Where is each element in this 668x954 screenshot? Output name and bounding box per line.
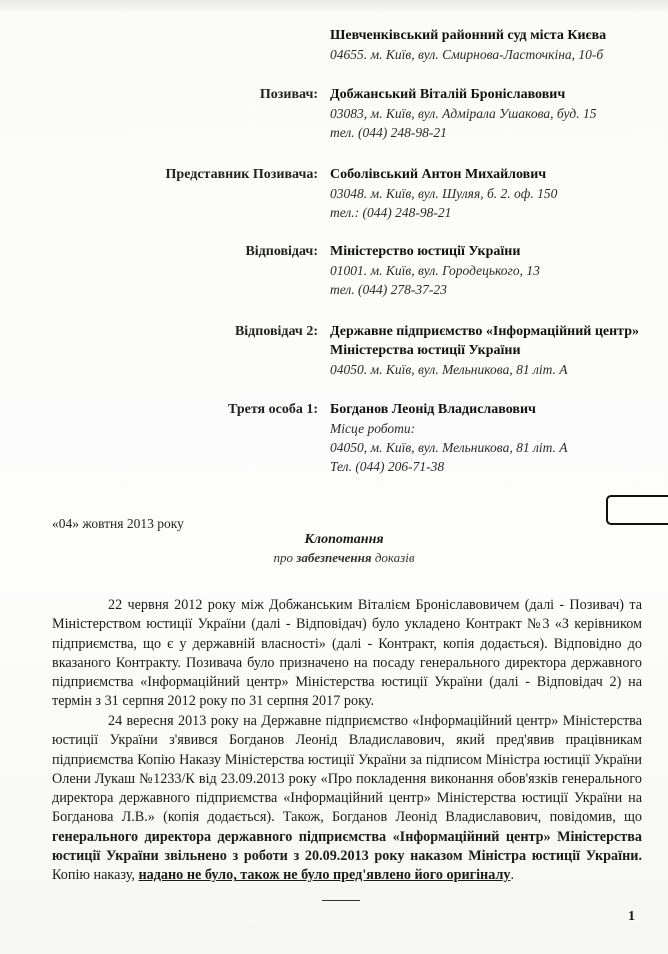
paragraph-text: 22 червня 2012 року між Добжанським Віталієм Броніславовичем (далі - Позивач) та Міністерством юстиції України (далі - Відповідач) було укладено Контракт №3 «З керівником підприємства, що є у державній власності» (далі - Контракт, копія додається). Відповідно до вказаного Контракту. Позивача було призначено на посаду генерального директора державного підприємства «Інформаційний центр» Міністерства юстиції України (далі - Відповідач 2) на термін з 31 серпня 2012 року по 31 серпня 2017 року. — [52, 597, 642, 710]
paragraph-end: . — [510, 867, 515, 884]
party-address: 03083, м. Київ, вул. Адмірала Ушакова, буд. 15 — [330, 106, 597, 121]
document-subtitle — [0, 550, 668, 566]
paragraph-1 — [52, 596, 642, 712]
party-label: Третя особа 1: — [228, 402, 318, 417]
court-address: 04655. м. Київ, вул. Смирнова-Ласточкіна, 10-б — [330, 47, 604, 62]
document-title: Клопотання — [304, 532, 384, 547]
party-phone: тел.: (044) 248-98-21 — [330, 205, 452, 220]
party-phone: Тел. (044) 206-71-38 — [330, 459, 445, 474]
subtitle-prefix: про — [273, 550, 297, 565]
party-address: 04050, м. Київ, вул. Мельникова, 81 літ. А — [330, 440, 568, 455]
party-name: Соболівський Антон Михайлович — [330, 167, 547, 182]
paragraph-plain-text: 24 вересня 2013 року на Державне підприємство «Інформаційний центр» Міністерства юстиції України з'явився Богданов Леонід Владиславович, який пред'явив працівникам підприємства Копію Наказу Міністерства юстиції України за підписом Міністра юстиції України Олени Лукаш №1233/К від 23.09.2013 року «Про покладення виконання обов'язків генерального директора державного підприємства «Інформаційний центр» Міністерства юстиції України на Богданова Л.В.» (копія додається). Також, Богданов Леонід Владиславович, повідомив, що — [52, 713, 642, 826]
party-name-line-2: Міністерства юстиції України — [330, 343, 521, 358]
party-name: Державне підприємство «Інформаційний центр» — [330, 324, 640, 339]
party-name: Міністерство юстиції України — [330, 244, 521, 259]
party-workplace-label: Місце роботи: — [330, 421, 416, 436]
party-label: Відповідач: — [245, 244, 318, 259]
paragraph-underlined-text: надано не було, також не було пред'явлено його оригіналу — [138, 867, 511, 884]
party-label: Представник Позивача: — [165, 167, 318, 182]
paragraph-mid-text: Копію наказу, — [52, 867, 139, 884]
paragraph-2 — [52, 712, 642, 886]
subtitle-bold: забезпечення — [296, 550, 372, 565]
party-address: 04050. м. Київ, вул. Мельникова, 81 літ. А — [330, 362, 568, 377]
party-address: 03048. м. Київ, вул. Шуляя, б. 2. оф. 150 — [330, 186, 558, 201]
party-name: Богданов Леонід Владиславович — [330, 402, 536, 417]
paragraph-bold-text: генерального директора державного підприємства «Інформаційний центр» Міністерства юстиції України звільнено з роботи з 20.09.2013 року наказом Міністра юстиції України. — [52, 828, 642, 865]
party-label: Позивач: — [259, 87, 318, 102]
party-name: Добжанський Віталій Броніславович — [330, 87, 566, 102]
court-name: Шевченківський районний суд міста Києва — [330, 28, 607, 43]
party-address: 01001. м. Київ, вул. Городецького, 13 — [330, 263, 540, 278]
separator-line — [322, 900, 360, 901]
party-phone: тел. (044) 278-37-23 — [330, 282, 447, 297]
document-date: «04» жовтня 2013 року — [52, 516, 184, 531]
party-label: Відповідач 2: — [234, 324, 318, 339]
stamp-box — [606, 495, 668, 525]
page-number: 1 — [628, 909, 635, 924]
paragraph-text — [52, 712, 642, 886]
subtitle-suffix: доказів — [371, 550, 415, 565]
party-phone: тел. (044) 248-98-21 — [330, 125, 447, 140]
